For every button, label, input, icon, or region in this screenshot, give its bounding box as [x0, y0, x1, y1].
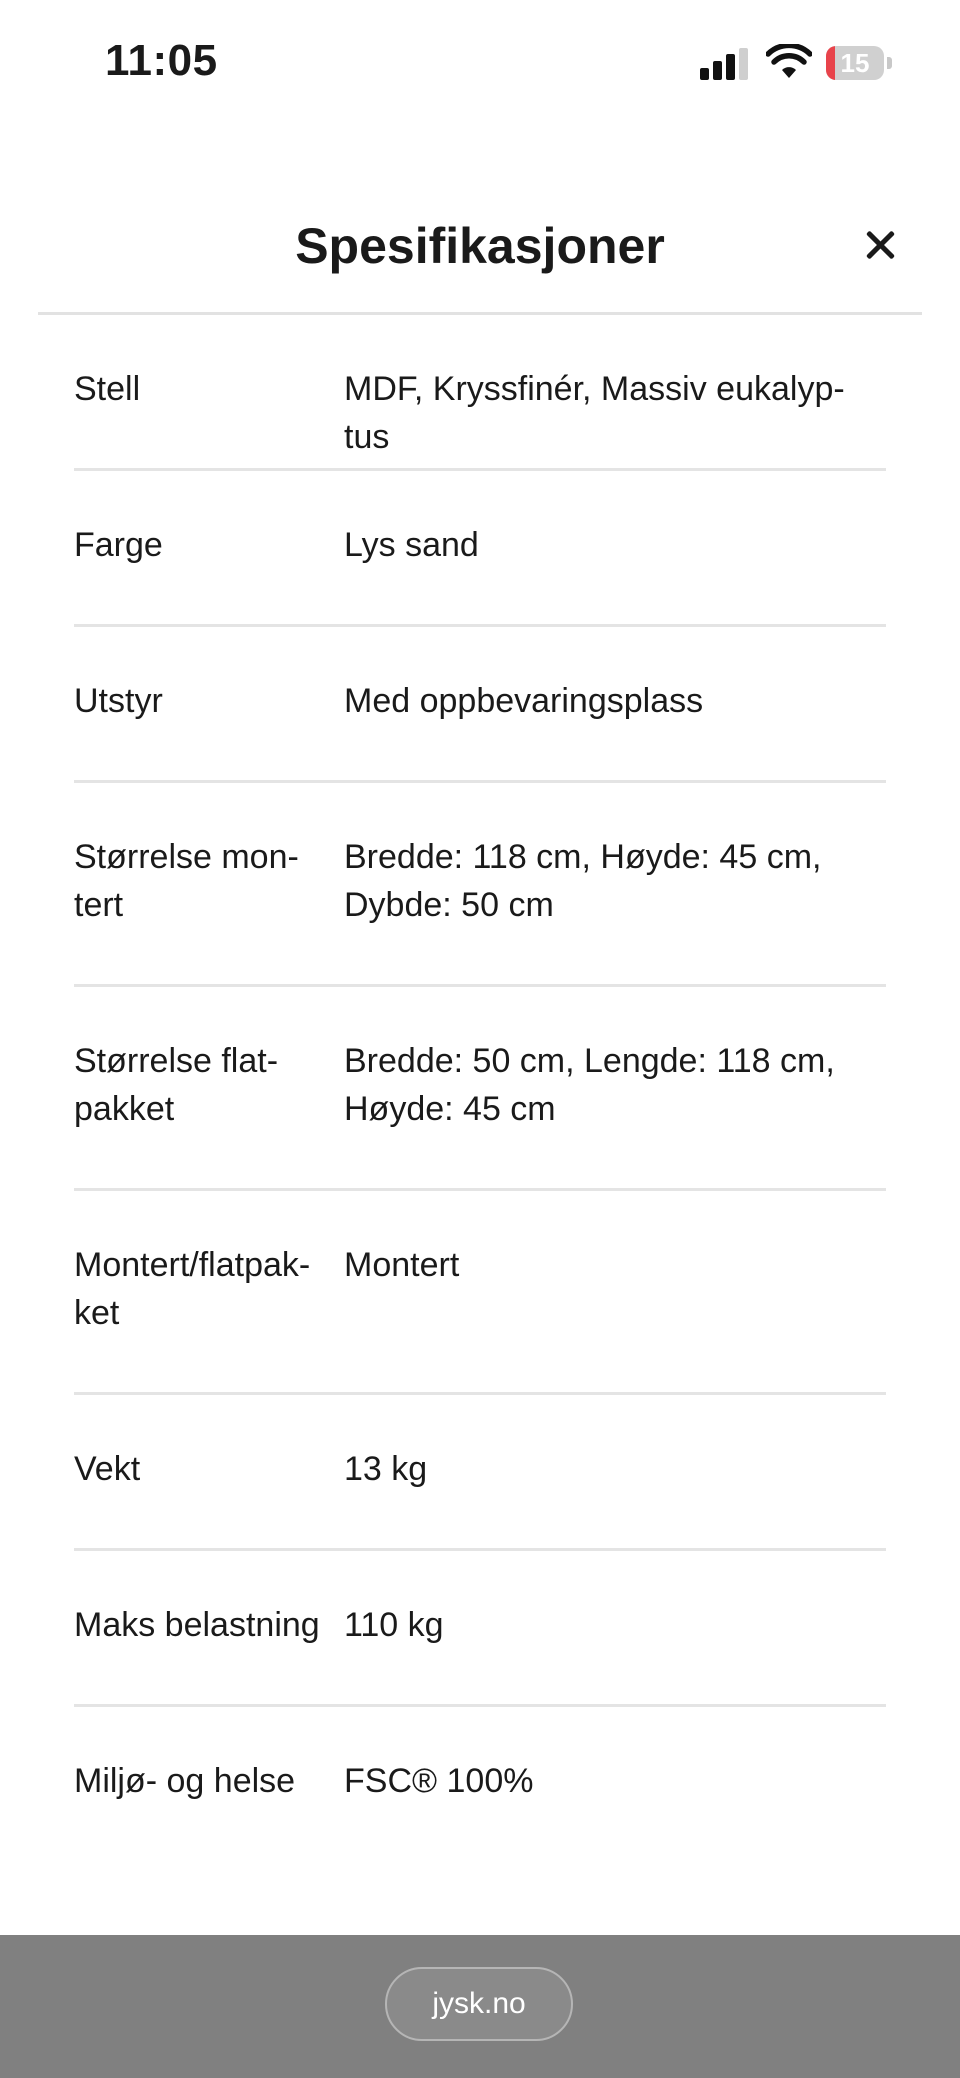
spec-label: Miljø- og helse: [74, 1762, 296, 1800]
modal-header: [0, 205, 960, 315]
close-icon[interactable]: [860, 225, 900, 265]
spec-row-stell: [74, 315, 886, 471]
spec-label: Maks belastning: [74, 1606, 320, 1644]
spec-value: 110 kg: [344, 1606, 444, 1644]
spec-row-montert-flatpakket: [74, 1191, 886, 1395]
spec-value: Med oppbevaringsplass: [344, 682, 704, 720]
url-bar[interactable]: jysk.no: [385, 1967, 573, 2041]
spec-row-vekt: [74, 1395, 886, 1551]
browser-bottom-bar: [0, 1935, 960, 2078]
spec-value: MDF, Kryssfinér, Massiv eukalyp- tus: [344, 370, 845, 456]
page-title: Spesifikasjoner: [295, 218, 665, 274]
battery-level: 15: [840, 48, 870, 78]
spec-label: Montert/flatpak- ket: [74, 1246, 311, 1332]
spec-row-storrelse-flatpakket: [74, 987, 886, 1191]
spec-row-maks-belastning: [74, 1551, 886, 1707]
spec-row-storrelse-montert: [74, 783, 886, 987]
spec-label: Vekt: [74, 1450, 141, 1488]
spec-value: 13 kg: [344, 1450, 428, 1488]
spec-label: Stell: [74, 370, 141, 408]
spec-value: Bredde: 50 cm, Lengde: 118 cm, Høyde: 45 cm: [344, 1042, 835, 1128]
spec-list: [74, 315, 886, 1860]
spec-label: Utstyr: [74, 682, 163, 720]
spec-row-farge: [74, 471, 886, 627]
cellular-signal-icon: [700, 48, 750, 80]
spec-value: Bredde: 118 cm, Høyde: 45 cm, Dybde: 50 cm: [344, 838, 822, 924]
wifi-icon: [766, 44, 812, 80]
status-time: 11:05: [105, 36, 218, 85]
spec-row-utstyr: [74, 627, 886, 783]
spec-row-miljo-helse: [74, 1707, 886, 1860]
spec-value: FSC® 100%: [344, 1762, 534, 1800]
spec-value: Lys sand: [344, 526, 479, 564]
spec-label: Farge: [74, 526, 163, 564]
spec-label: Størrelse flat- pakket: [74, 1042, 279, 1128]
spec-value: Montert: [344, 1246, 460, 1284]
spec-label: Størrelse mon- tert: [74, 838, 299, 924]
battery-icon: [826, 46, 892, 80]
status-bar: [0, 0, 960, 130]
